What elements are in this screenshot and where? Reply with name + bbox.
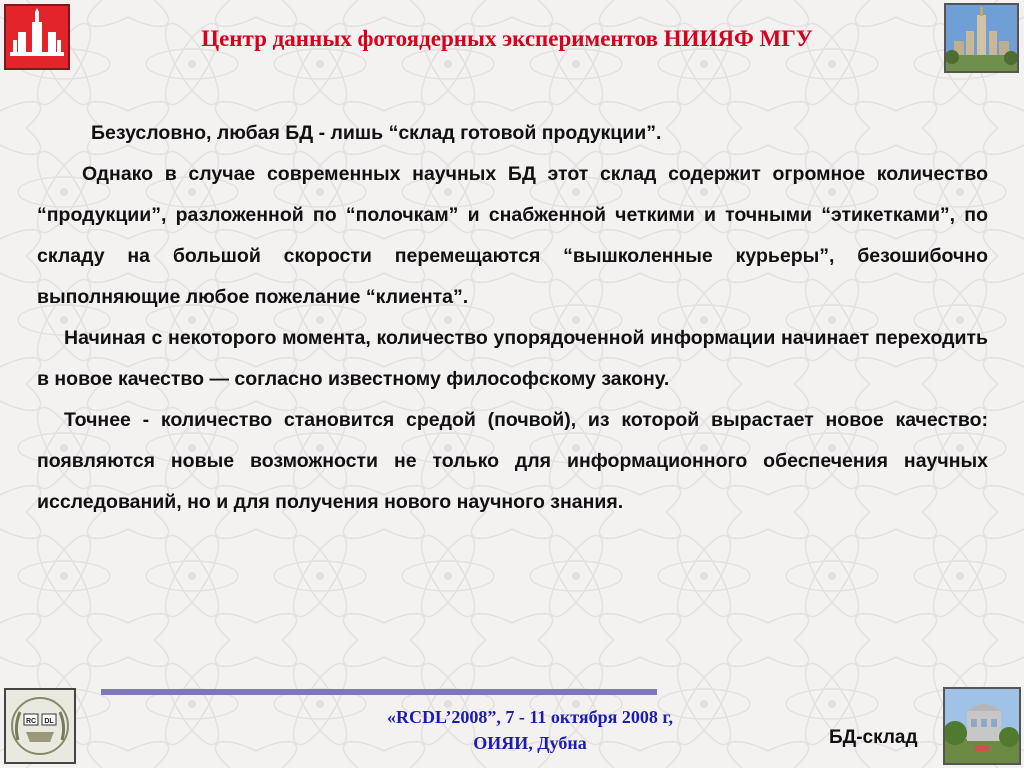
slide-body-text (37, 113, 988, 523)
msu-building-icon (6, 6, 68, 68)
rcdl-logo-text-rc: RC (25, 718, 37, 725)
conference-line-1: «RCDL’2008”, 7 - 11 октября 2008 г, (387, 707, 673, 727)
paragraph-4: Точнее - количество становится средой (почвой), из которой вырастает новое качество: появляются новые возможности не только для информационного обеспечения научных исследований, но и для получения нового научного знания. (37, 409, 988, 513)
slide-label: БД-склад (829, 727, 918, 748)
page-title: Центр данных фотоядерных экспериментов НИИЯФ МГУ (201, 26, 813, 51)
footer-divider-bar (101, 689, 657, 695)
paragraph-1: Безусловно, любая БД - лишь “склад готовой продукции”. (91, 122, 662, 144)
conference-line-2: ОИЯИ, Дубна (473, 733, 587, 753)
university-building-photo (944, 3, 1019, 73)
paragraph-2: Однако в случае современных научных БД этот склад содержит огромное количество “продукции”, разложенной по “полочкам” и снабженной четкими и точными “этикетками”, по складу на большой скорости перемещаются “вышколенные курьеры”, безошибочно выполняющие любое пожелание “клиента”. (37, 163, 988, 308)
institute-building-photo (943, 687, 1021, 765)
paragraph-3: Начиная с некоторого момента, количество упорядоченной информации начинает переходить в новое качество — согласно известному философскому закону. (37, 327, 988, 390)
rcdl-logo (4, 688, 76, 764)
msu-logo (4, 4, 70, 70)
conference-info (320, 704, 740, 756)
rcdl-logo-text-dl: DL (44, 718, 54, 725)
